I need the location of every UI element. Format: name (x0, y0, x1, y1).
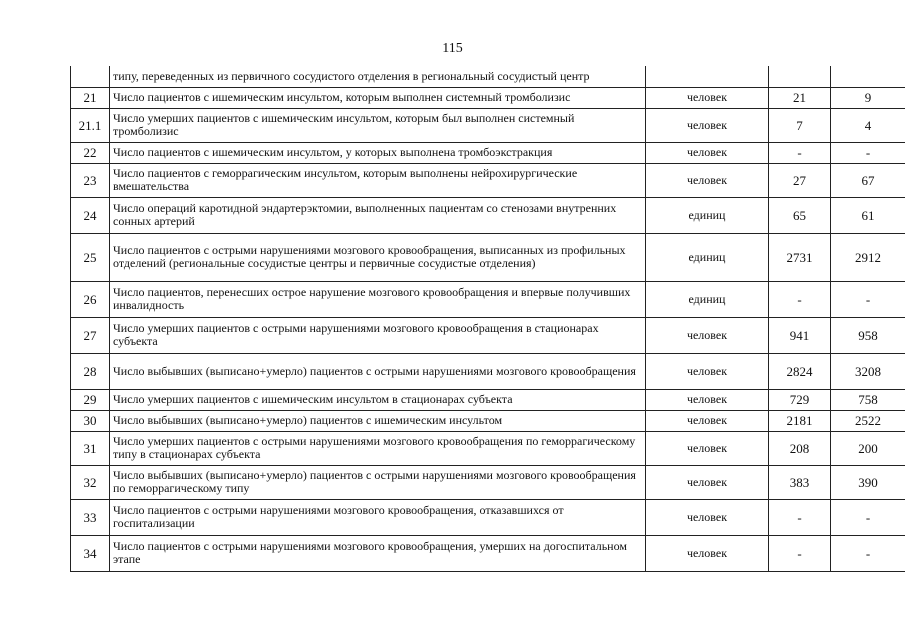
row-number: 26 (71, 281, 110, 317)
row-number: 21 (71, 87, 110, 108)
row-value-1: 383 (769, 465, 831, 499)
row-number: 32 (71, 465, 110, 499)
row-description: Число умерших пациентов с острыми нарушениями мозгового кровообращения в стационарах субъекта (110, 317, 646, 353)
row-number: 25 (71, 233, 110, 281)
table-row (71, 163, 905, 197)
row-description: Число пациентов с ишемическим инсультом, у которых выполнена тромбоэкстракция (110, 142, 646, 163)
row-unit (646, 66, 769, 87)
row-number: 30 (71, 410, 110, 431)
row-unit: единиц (646, 197, 769, 233)
row-value-2: 3208 (831, 353, 905, 389)
row-unit: человек (646, 465, 769, 499)
row-value-2 (831, 66, 905, 87)
table-row (71, 353, 905, 389)
row-description: Число выбывших (выписано+умерло) пациентов с ишемическим инсультом (110, 410, 646, 431)
row-value-1: 27 (769, 163, 831, 197)
row-value-2: 67 (831, 163, 905, 197)
row-value-1: 65 (769, 197, 831, 233)
row-number (71, 66, 110, 87)
table-row (71, 142, 905, 163)
row-value-1: 21 (769, 87, 831, 108)
row-unit: человек (646, 499, 769, 535)
row-description: Число умерших пациентов с ишемическим инсультом, которым был выполнен системный тромболизис (110, 108, 646, 142)
row-unit: единиц (646, 233, 769, 281)
row-description: Число выбывших (выписано+умерло) пациентов с острыми нарушениями мозгового кровообращения по геморрагическому типу (110, 465, 646, 499)
row-value-2: - (831, 535, 905, 571)
row-number: 33 (71, 499, 110, 535)
row-value-1: - (769, 281, 831, 317)
row-value-2: 758 (831, 389, 905, 410)
table-row (71, 197, 905, 233)
row-value-2: - (831, 499, 905, 535)
row-unit: человек (646, 353, 769, 389)
table-row (71, 465, 905, 499)
row-description: Число операций каротидной эндартерэктомии, выполненных пациентам со стенозами внутренних сонных артерий (110, 197, 646, 233)
row-number: 28 (71, 353, 110, 389)
row-unit: человек (646, 431, 769, 465)
row-value-2: 2912 (831, 233, 905, 281)
row-unit: человек (646, 163, 769, 197)
row-value-2: - (831, 281, 905, 317)
row-description: Число пациентов с геморрагическим инсультом, которым выполнены нейрохирургические вмешательства (110, 163, 646, 197)
row-value-1: - (769, 535, 831, 571)
row-description: Число пациентов с острыми нарушениями мозгового кровообращения, выписанных из профильных отделений (региональные сосудистые центры и первичные сосудистые отделения) (110, 233, 646, 281)
row-number: 34 (71, 535, 110, 571)
row-description: типу, переведенных из первичного сосудистого отделения в региональный сосудистый центр (110, 66, 646, 87)
table-row (71, 108, 905, 142)
row-number: 21.1 (71, 108, 110, 142)
indicators-table (70, 66, 905, 572)
row-description: Число пациентов, перенесших острое нарушение мозгового кровообращения и впервые получивших инвалидность (110, 281, 646, 317)
table-row (71, 389, 905, 410)
row-description: Число умерших пациентов с острыми нарушениями мозгового кровообращения по геморрагическому типу в стационарах субъекта (110, 431, 646, 465)
row-number: 31 (71, 431, 110, 465)
row-description: Число пациентов с острыми нарушениями мозгового кровообращения, умерших на догоспитальном этапе (110, 535, 646, 571)
table-row (71, 87, 905, 108)
row-description: Число выбывших (выписано+умерло) пациентов с острыми нарушениями мозгового кровообращения (110, 353, 646, 389)
row-unit: человек (646, 108, 769, 142)
row-value-1: 729 (769, 389, 831, 410)
table-row (71, 410, 905, 431)
row-unit: человек (646, 389, 769, 410)
row-description: Число умерших пациентов с ишемическим инсультом в стационарах субъекта (110, 389, 646, 410)
row-value-1 (769, 66, 831, 87)
row-number: 23 (71, 163, 110, 197)
row-unit: человек (646, 317, 769, 353)
row-value-1: 2824 (769, 353, 831, 389)
row-number: 27 (71, 317, 110, 353)
row-value-2: 9 (831, 87, 905, 108)
row-unit: единиц (646, 281, 769, 317)
table-row (71, 499, 905, 535)
row-value-1: - (769, 142, 831, 163)
row-unit: человек (646, 535, 769, 571)
table-row (71, 233, 905, 281)
row-value-2: 958 (831, 317, 905, 353)
table-row (71, 281, 905, 317)
row-description: Число пациентов с ишемическим инсультом, которым выполнен системный тромболизис (110, 87, 646, 108)
row-value-1: 2731 (769, 233, 831, 281)
table-row (71, 317, 905, 353)
row-value-1: 941 (769, 317, 831, 353)
page-number: 115 (442, 41, 463, 56)
row-number: 22 (71, 142, 110, 163)
table-row (71, 535, 905, 571)
table-row (71, 66, 905, 87)
row-number: 24 (71, 197, 110, 233)
row-value-1: 7 (769, 108, 831, 142)
row-number: 29 (71, 389, 110, 410)
row-value-2: 4 (831, 108, 905, 142)
row-value-2: - (831, 142, 905, 163)
row-value-1: 208 (769, 431, 831, 465)
row-description: Число пациентов с острыми нарушениями мозгового кровообращения, отказавшихся от госпитализации (110, 499, 646, 535)
table-row (71, 431, 905, 465)
row-value-1: - (769, 499, 831, 535)
row-value-2: 390 (831, 465, 905, 499)
row-value-2: 200 (831, 431, 905, 465)
row-unit: человек (646, 410, 769, 431)
row-unit: человек (646, 87, 769, 108)
row-value-2: 2522 (831, 410, 905, 431)
row-value-1: 2181 (769, 410, 831, 431)
row-value-2: 61 (831, 197, 905, 233)
row-unit: человек (646, 142, 769, 163)
